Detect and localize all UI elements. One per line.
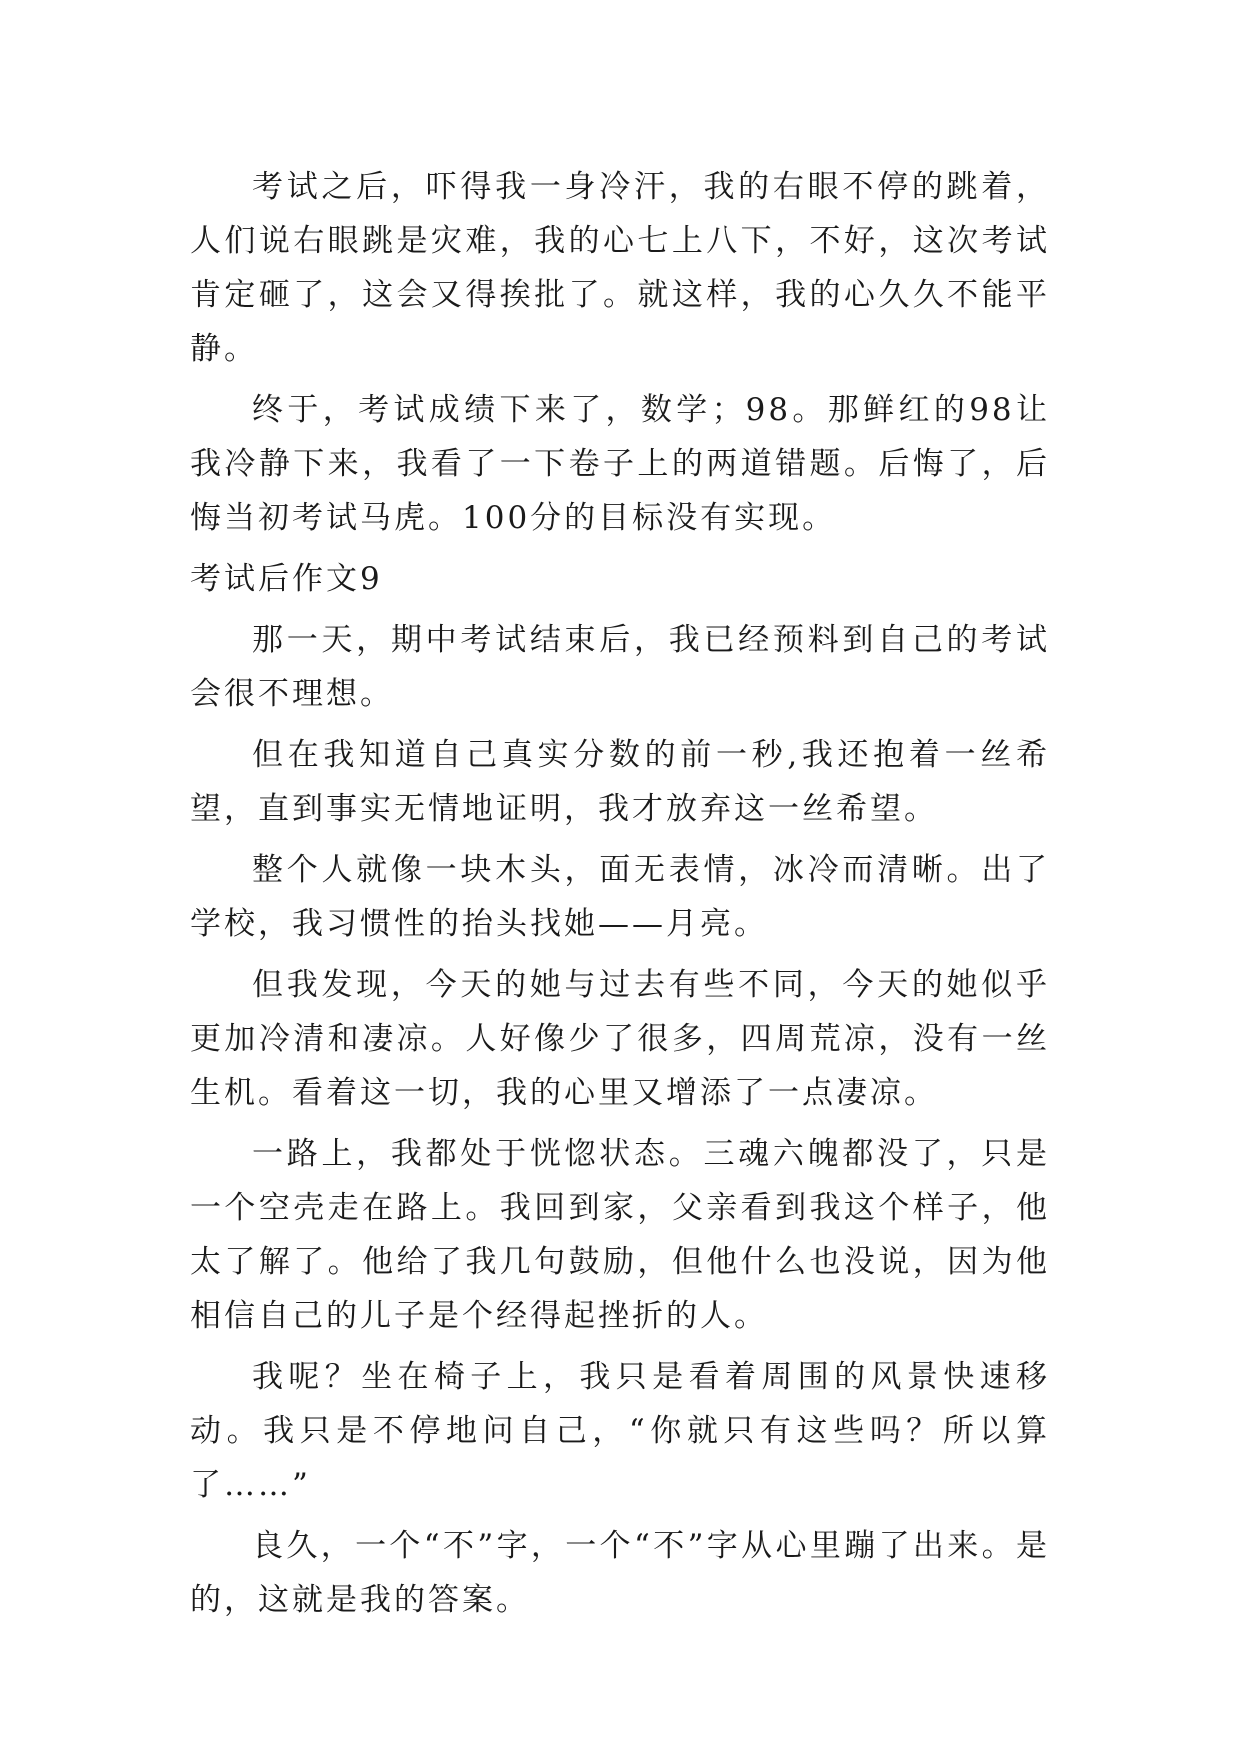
paragraph: 终于，考试成绩下来了，数学；98。那鲜红的98让我冷静下来，我看了一下卷子上的两道错题。后悔了，后悔当初考试马虎。100分的目标没有实现。	[190, 392, 1050, 536]
paragraph: 那一天，期中考试结束后，我已经预料到自己的考试会很不理想。	[190, 622, 1050, 712]
document-body	[190, 160, 1050, 1634]
paragraph: 我呢？坐在椅子上，我只是看着周围的风景快速移动。我只是不停地问自己，“你就只有这些吗？所以算了……”	[190, 1359, 1050, 1503]
paragraph: 一路上，我都处于恍惚状态。三魂六魄都没了，只是一个空壳走在路上。我回到家，父亲看到我这个样子，他太了解了。他给了我几句鼓励，但他什么也没说，因为他相信自己的儿子是个经得起挫折的人。	[190, 1136, 1050, 1334]
section-heading: 考试后作文9	[190, 561, 383, 597]
paragraph: 良久，一个“不”字，一个“不”字从心里蹦了出来。是的，这就是我的答案。	[190, 1528, 1050, 1618]
paragraph: 整个人就像一块木头，面无表情，冰冷而清晰。出了学校，我习惯性的抬头找她——月亮。	[190, 852, 1050, 942]
paragraph: 但在我知道自己真实分数的前一秒,我还抱着一丝希望，直到事实无情地证明，我才放弃这一丝希望。	[190, 737, 1050, 827]
paragraph: 但我发现，今天的她与过去有些不同，今天的她似乎更加冷清和凄凉。人好像少了很多，四周荒凉，没有一丝生机。看着这一切，我的心里又增添了一点凄凉。	[190, 967, 1050, 1111]
paragraph: 考试之后，吓得我一身冷汗，我的右眼不停的跳着，人们说右眼跳是灾难，我的心七上八下，不好，这次考试肯定砸了，这会又得挨批了。就这样，我的心久久不能平静。	[190, 169, 1050, 367]
